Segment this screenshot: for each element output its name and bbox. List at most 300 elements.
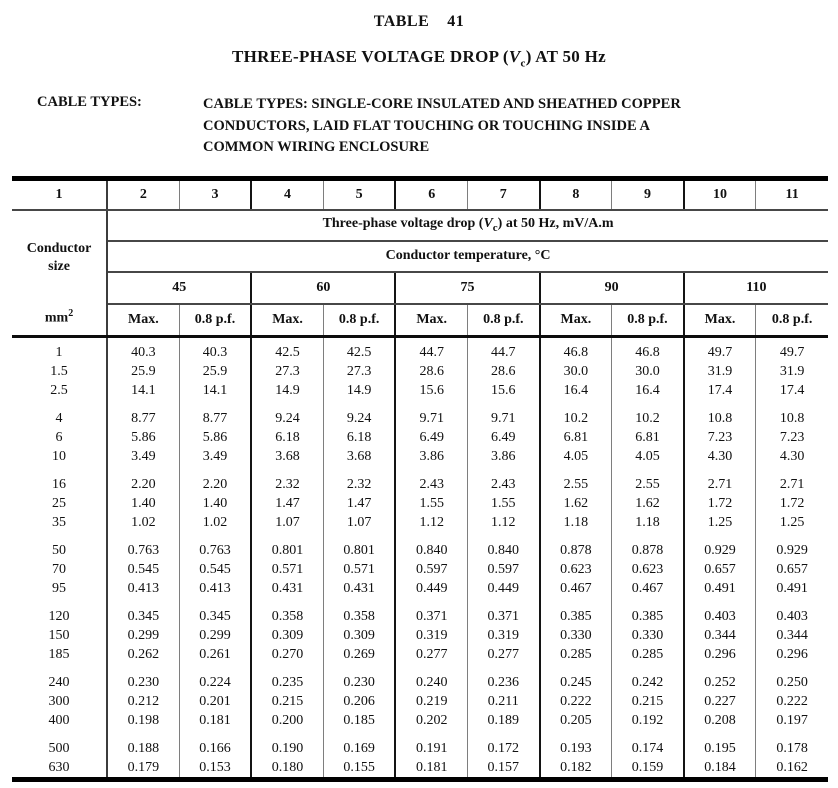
voltage-drop-cell: 0.200 [251,711,323,730]
table-row [12,466,828,494]
pf-header-cell: 0.8 p.f. [179,304,251,337]
column-number-cell: 1 [12,178,107,210]
voltage-drop-cell: 0.431 [323,579,395,598]
voltage-drop-cell: 3.49 [179,447,251,466]
voltage-drop-cell: 40.3 [179,336,251,362]
voltage-drop-cell: 0.155 [323,758,395,780]
voltage-drop-cell: 42.5 [323,336,395,362]
table-number: 41 [447,13,465,30]
voltage-drop-cell: 0.403 [684,598,756,626]
conductor-size-cell: 1.5 [12,362,107,381]
voltage-drop-cell: 0.296 [776,646,808,662]
voltage-drop-cell: 0.190 [251,730,323,758]
voltage-drop-cell: 28.6 [468,362,540,381]
voltage-drop-cell: 1.02 [179,513,251,532]
page-title [0,47,838,69]
cable-types-description [203,94,681,159]
voltage-drop-cell: 0.198 [107,711,179,730]
voltage-drop-cell: 0.252 [684,664,756,692]
voltage-drop-cell: 1.12 [468,513,540,532]
conductor-size-cell: 630 [12,758,107,780]
voltage-drop-cell: 0.212 [107,692,179,711]
voltage-drop-cell: 0.181 [395,758,467,780]
voltage-drop-cell: 0.211 [468,692,540,711]
voltage-drop-cell: 0.166 [179,730,251,758]
voltage-drop-cell: 14.9 [323,381,395,400]
voltage-drop-cell: 0.371 [468,598,540,626]
voltage-drop-cell: 9.71 [468,400,540,428]
voltage-drop-cell: 14.1 [179,381,251,400]
voltage-drop-cell: 8.77 [179,400,251,428]
voltage-drop-cell: 0.236 [468,664,540,692]
voltage-drop-cell: 0.201 [179,692,251,711]
voltage-drop-cell: 0.202 [395,711,467,730]
voltage-drop-cell: 0.222 [540,692,612,711]
voltage-drop-cell: 3.68 [323,447,395,466]
voltage-drop-cell: 0.319 [395,626,467,645]
voltage-drop-cell: 44.7 [468,336,540,362]
voltage-drop-cell: 15.6 [468,381,540,400]
voltage-drop-cell: 0.261 [179,645,251,664]
voltage-drop-cell: 1.12 [395,513,467,532]
table-row [12,381,828,400]
conductor-size-cell: 4 [12,400,107,428]
voltage-drop-cell: 6.49 [468,428,540,447]
table-row [12,336,828,362]
pf-header-cell: 0.8 p.f. [612,304,684,337]
column-number-cell: 5 [323,178,395,210]
voltage-drop-cell: 0.179 [107,758,179,780]
voltage-drop-cell: 0.184 [684,758,756,780]
voltage-drop-cell: 1.40 [179,494,251,513]
conductor-size-cell: 70 [12,560,107,579]
voltage-drop-cell: 0.250 [776,674,808,690]
table-row [12,560,828,579]
voltage-drop-cell: 28.6 [395,362,467,381]
voltage-drop-cell: 31.9 [779,363,805,379]
voltage-drop-cell: 9.71 [395,400,467,428]
voltage-drop-cell: 17.4 [684,381,756,400]
voltage-drop-cell: 0.230 [323,664,395,692]
voltage-drop-cell: 6.49 [395,428,467,447]
voltage-drop-cell: 6.81 [612,428,684,447]
table-header [12,178,828,336]
voltage-drop-cell: 0.245 [540,664,612,692]
voltage-drop-cell: 44.7 [395,336,467,362]
table-body [12,336,828,779]
voltage-drop-cell: 0.878 [540,532,612,560]
voltage-drop-cell: 2.32 [323,466,395,494]
voltage-drop-cell: 30.0 [612,362,684,381]
table-row [12,400,828,428]
voltage-drop-cell: 5.86 [107,428,179,447]
voltage-drop-cell: 0.358 [323,598,395,626]
voltage-drop-cell: 0.193 [540,730,612,758]
voltage-drop-cell: 30.0 [540,362,612,381]
voltage-drop-cell: 14.9 [251,381,323,400]
conductor-size-cell: 2.5 [12,381,107,400]
table-row [12,645,828,664]
table-number-heading [0,0,838,31]
voltage-drop-cell: 0.929 [776,542,808,558]
unit-sup: 2 [68,307,74,319]
voltage-drop-cell: 0.491 [684,579,756,598]
voltage-drop-cell: 0.623 [540,560,612,579]
temperature-values-row [12,272,828,304]
pf-header-cell: 0.8 p.f. [756,304,828,337]
voltage-drop-cell: 0.269 [323,645,395,664]
voltage-drop-cell: 0.285 [540,645,612,664]
voltage-drop-cell: 46.8 [612,336,684,362]
voltage-drop-cell: 1.55 [395,494,467,513]
column-number-cell: 10 [684,178,756,210]
voltage-drop-cell: 0.208 [684,711,756,730]
conductor-size-line1: Conductor [26,240,92,256]
max-header-cell: Max. [395,304,467,337]
voltage-drop-cell: 46.8 [540,336,612,362]
voltage-drop-cell: 0.299 [179,626,251,645]
table-row [12,447,828,466]
title-pre: THREE-PHASE VOLTAGE DROP ( [232,47,509,66]
voltage-drop-cell: 14.1 [107,381,179,400]
conductor-size-cell: 95 [12,579,107,598]
voltage-drop-cell: 0.840 [395,532,467,560]
span-header-symbol-sub: c [492,222,498,235]
voltage-drop-cell: 10.2 [612,400,684,428]
cable-types-line: COMMON WIRING ENCLOSURE [203,139,430,156]
voltage-drop-cell: 0.309 [323,626,395,645]
voltage-drop-cell: 6.18 [251,428,323,447]
voltage-drop-cell: 1.07 [251,513,323,532]
voltage-drop-cell: 0.319 [468,626,540,645]
voltage-drop-cell: 4.05 [612,447,684,466]
voltage-drop-cell: 2.20 [107,466,179,494]
voltage-drop-cell: 2.71 [779,476,805,492]
column-number-cell: 6 [395,178,467,210]
voltage-drop-cell: 1.25 [684,513,756,532]
table-row [12,579,828,598]
voltage-drop-cell: 3.68 [251,447,323,466]
voltage-drop-cell: 3.49 [107,447,179,466]
voltage-drop-cell: 1.40 [107,494,179,513]
voltage-drop-cell: 0.205 [540,711,612,730]
max-header-cell: Max. [684,304,756,337]
voltage-drop-cell: 0.157 [468,758,540,780]
voltage-drop-cell: 27.3 [323,362,395,381]
voltage-drop-cell: 0.385 [612,598,684,626]
max-pf-header-row [12,304,828,337]
voltage-drop-cell: 17.4 [779,382,805,398]
voltage-drop-table [12,176,828,782]
title-symbol-sub: c [520,57,526,70]
max-header-cell: Max. [540,304,612,337]
conductor-size-cell: 16 [12,466,107,494]
voltage-drop-cell: 0.878 [612,532,684,560]
voltage-drop-cell: 0.153 [179,758,251,780]
voltage-drop-cell: 0.330 [540,626,612,645]
conductor-size-cell: 50 [12,532,107,560]
table-row [12,598,828,626]
voltage-drop-cell: 0.181 [179,711,251,730]
voltage-drop-cell: 0.285 [612,645,684,664]
voltage-drop-cell: 25.9 [107,362,179,381]
column-number-cell: 11 [756,178,828,210]
voltage-drop-cell: 4.05 [540,447,612,466]
voltage-drop-cell: 0.345 [107,598,179,626]
voltage-drop-cell: 0.224 [179,664,251,692]
temperature-cell: 75 [395,272,539,304]
voltage-drop-cell: 0.174 [612,730,684,758]
voltage-drop-cell: 0.358 [251,598,323,626]
voltage-drop-cell: 6.18 [323,428,395,447]
voltage-drop-cell: 0.230 [107,664,179,692]
voltage-drop-cell: 1.62 [612,494,684,513]
voltage-drop-cell: 0.545 [107,560,179,579]
span-header-symbol: V [483,216,493,232]
voltage-drop-cell: 3.86 [468,447,540,466]
conductor-temperature-header: Conductor temperature, °C [107,241,828,272]
voltage-drop-cell: 0.277 [468,645,540,664]
voltage-drop-cell: 4.30 [684,447,756,466]
voltage-drop-cell: 1.02 [107,513,179,532]
voltage-drop-cell: 0.215 [251,692,323,711]
table-row [12,692,828,711]
voltage-drop-cell: 0.657 [684,560,756,579]
conductor-size-cell: 120 [12,598,107,626]
column-number-row [12,178,828,210]
table-row [12,513,828,532]
voltage-drop-cell: 0.431 [251,579,323,598]
voltage-drop-cell: 0.242 [612,664,684,692]
voltage-drop-cell: 9.24 [323,400,395,428]
voltage-drop-cell: 25.9 [179,362,251,381]
voltage-drop-cell: 1.18 [540,513,612,532]
conductor-size-header-cell [12,210,107,337]
voltage-drop-cell: 0.571 [323,560,395,579]
conductor-size-cell: 300 [12,692,107,711]
span-header-row [12,210,828,241]
table-row [12,711,828,730]
voltage-drop-cell: 7.23 [779,429,805,445]
voltage-drop-cell: 0.309 [251,626,323,645]
voltage-drop-cell: 0.219 [395,692,467,711]
table-label: TABLE [373,13,430,30]
conductor-size-cell: 240 [12,664,107,692]
voltage-drop-cell: 0.413 [107,579,179,598]
voltage-drop-cell: 0.467 [612,579,684,598]
voltage-drop-cell: 1.47 [251,494,323,513]
column-number-cell: 3 [179,178,251,210]
voltage-drop-cell: 31.9 [684,362,756,381]
voltage-drop-cell: 0.449 [395,579,467,598]
title-post: ) AT 50 Hz [525,47,606,66]
voltage-drop-cell: 0.330 [612,626,684,645]
voltage-drop-cell: 0.189 [468,711,540,730]
voltage-drop-cell: 0.296 [684,645,756,664]
temperature-cell: 45 [107,272,251,304]
voltage-drop-cell: 0.235 [251,664,323,692]
voltage-drop-cell: 0.185 [323,711,395,730]
voltage-drop-cell: 49.7 [779,344,805,360]
voltage-drop-cell: 0.467 [540,579,612,598]
conductor-size-cell: 35 [12,513,107,532]
voltage-drop-cell: 0.299 [107,626,179,645]
voltage-drop-cell: 0.222 [776,693,808,709]
unit-base: mm [44,310,69,326]
conductor-size-cell: 500 [12,730,107,758]
voltage-drop-cell: 1.72 [684,494,756,513]
voltage-drop-cell: 2.71 [684,466,756,494]
voltage-drop-cell: 2.43 [468,466,540,494]
conductor-size-cell: 6 [12,428,107,447]
column-number-cell: 9 [612,178,684,210]
voltage-drop-cell: 0.344 [776,627,808,643]
cable-types-section [37,94,838,159]
voltage-drop-cell: 0.227 [684,692,756,711]
voltage-drop-cell: 0.195 [684,730,756,758]
voltage-drop-cell: 2.43 [395,466,467,494]
voltage-drop-cell: 49.7 [684,336,756,362]
voltage-drop-cell: 0.277 [395,645,467,664]
temperature-cell: 110 [684,272,828,304]
voltage-drop-cell: 0.763 [179,532,251,560]
voltage-drop-cell: 0.657 [776,561,808,577]
cable-types-line: CONDUCTORS, LAID FLAT TOUCHING OR TOUCHING INSIDE A [203,117,650,134]
voltage-drop-cell: 0.623 [612,560,684,579]
conductor-size-unit [12,302,106,332]
voltage-drop-cell: 4.30 [779,448,805,464]
conductor-size-cell: 1 [12,336,107,362]
table-row [12,362,828,381]
voltage-drop-cell: 0.345 [179,598,251,626]
voltage-drop-cell: 0.192 [612,711,684,730]
voltage-drop-cell: 0.178 [776,740,808,756]
voltage-drop-cell: 0.270 [251,645,323,664]
voltage-drop-cell: 2.55 [612,466,684,494]
span-header-post: ) at 50 Hz, mV/A.m [497,216,614,232]
max-header-cell: Max. [251,304,323,337]
voltage-drop-cell: 9.24 [251,400,323,428]
voltage-drop-cell: 0.385 [540,598,612,626]
voltage-drop-cell: 0.215 [612,692,684,711]
cable-types-label: CABLE TYPES: [37,94,142,111]
voltage-drop-cell: 0.182 [540,758,612,780]
voltage-drop-cell: 1.72 [779,495,805,511]
voltage-drop-cell: 5.86 [179,428,251,447]
voltage-drop-cell: 1.55 [468,494,540,513]
voltage-drop-cell: 10.8 [684,400,756,428]
max-header-cell: Max. [107,304,179,337]
voltage-drop-cell: 6.81 [540,428,612,447]
voltage-drop-cell: 1.18 [612,513,684,532]
column-number-cell: 7 [468,178,540,210]
voltage-drop-cell: 0.597 [468,560,540,579]
column-number-cell: 2 [107,178,179,210]
voltage-drop-cell: 10.2 [540,400,612,428]
voltage-drop-cell: 1.47 [323,494,395,513]
voltage-drop-cell: 0.840 [468,532,540,560]
voltage-drop-cell: 0.191 [395,730,467,758]
voltage-drop-cell: 0.169 [323,730,395,758]
temperature-cell: 60 [251,272,395,304]
voltage-drop-cell: 1.25 [779,514,805,530]
voltage-drop-cell: 0.162 [776,759,808,775]
table-row [12,626,828,645]
voltage-drop-span-header [107,210,828,241]
voltage-drop-cell: 0.197 [776,712,808,728]
voltage-drop-cell: 0.449 [468,579,540,598]
table-row [12,730,828,758]
span-header-pre: Three-phase voltage drop ( [322,216,484,232]
table-row [12,494,828,513]
voltage-drop-cell: 0.545 [179,560,251,579]
conductor-size-line2: size [48,258,70,274]
voltage-drop-cell: 0.172 [468,730,540,758]
voltage-drop-cell: 0.801 [251,532,323,560]
voltage-drop-cell: 0.180 [251,758,323,780]
voltage-drop-cell: 16.4 [540,381,612,400]
voltage-drop-cell: 0.571 [251,560,323,579]
voltage-drop-cell: 0.403 [776,608,808,624]
voltage-drop-cell: 3.86 [395,447,467,466]
voltage-drop-cell: 0.159 [612,758,684,780]
voltage-drop-cell: 0.206 [323,692,395,711]
pf-header-cell: 0.8 p.f. [323,304,395,337]
conductor-size-cell: 185 [12,645,107,664]
voltage-drop-cell: 0.344 [684,626,756,645]
conductor-size-cell: 150 [12,626,107,645]
voltage-drop-cell: 0.801 [323,532,395,560]
voltage-drop-cell: 0.763 [107,532,179,560]
voltage-drop-cell: 0.240 [395,664,467,692]
voltage-drop-cell: 2.20 [179,466,251,494]
voltage-drop-cell: 27.3 [251,362,323,381]
voltage-drop-cell: 1.62 [540,494,612,513]
table-row [12,532,828,560]
column-number-cell: 4 [251,178,323,210]
temperature-header-row [12,241,828,272]
cable-types-line: CABLE TYPES: SINGLE-CORE INSULATED AND SHEATHED COPPER [203,96,681,113]
temperature-cell: 90 [540,272,684,304]
voltage-drop-cell: 16.4 [612,381,684,400]
voltage-drop-cell: 2.55 [540,466,612,494]
voltage-drop-cell: 1.07 [323,513,395,532]
table-row [12,428,828,447]
voltage-drop-cell: 0.929 [684,532,756,560]
voltage-drop-cell: 2.32 [251,466,323,494]
title-symbol: V [508,47,521,66]
column-number-cell: 8 [540,178,612,210]
voltage-drop-cell: 8.77 [107,400,179,428]
conductor-size-cell: 10 [12,447,107,466]
conductor-size-cell: 25 [12,494,107,513]
table-row [12,664,828,692]
voltage-drop-cell: 15.6 [395,381,467,400]
voltage-drop-cell: 0.262 [107,645,179,664]
table-row [12,758,828,780]
voltage-drop-cell: 42.5 [251,336,323,362]
voltage-drop-cell: 10.8 [779,410,805,426]
voltage-drop-cell: 0.371 [395,598,467,626]
voltage-drop-cell: 40.3 [107,336,179,362]
voltage-drop-cell: 0.597 [395,560,467,579]
voltage-drop-cell: 0.491 [776,580,808,596]
conductor-size-cell: 400 [12,711,107,730]
pf-header-cell: 0.8 p.f. [468,304,540,337]
conductor-size-label [12,214,106,302]
voltage-drop-cell: 0.413 [179,579,251,598]
voltage-drop-cell: 7.23 [684,428,756,447]
